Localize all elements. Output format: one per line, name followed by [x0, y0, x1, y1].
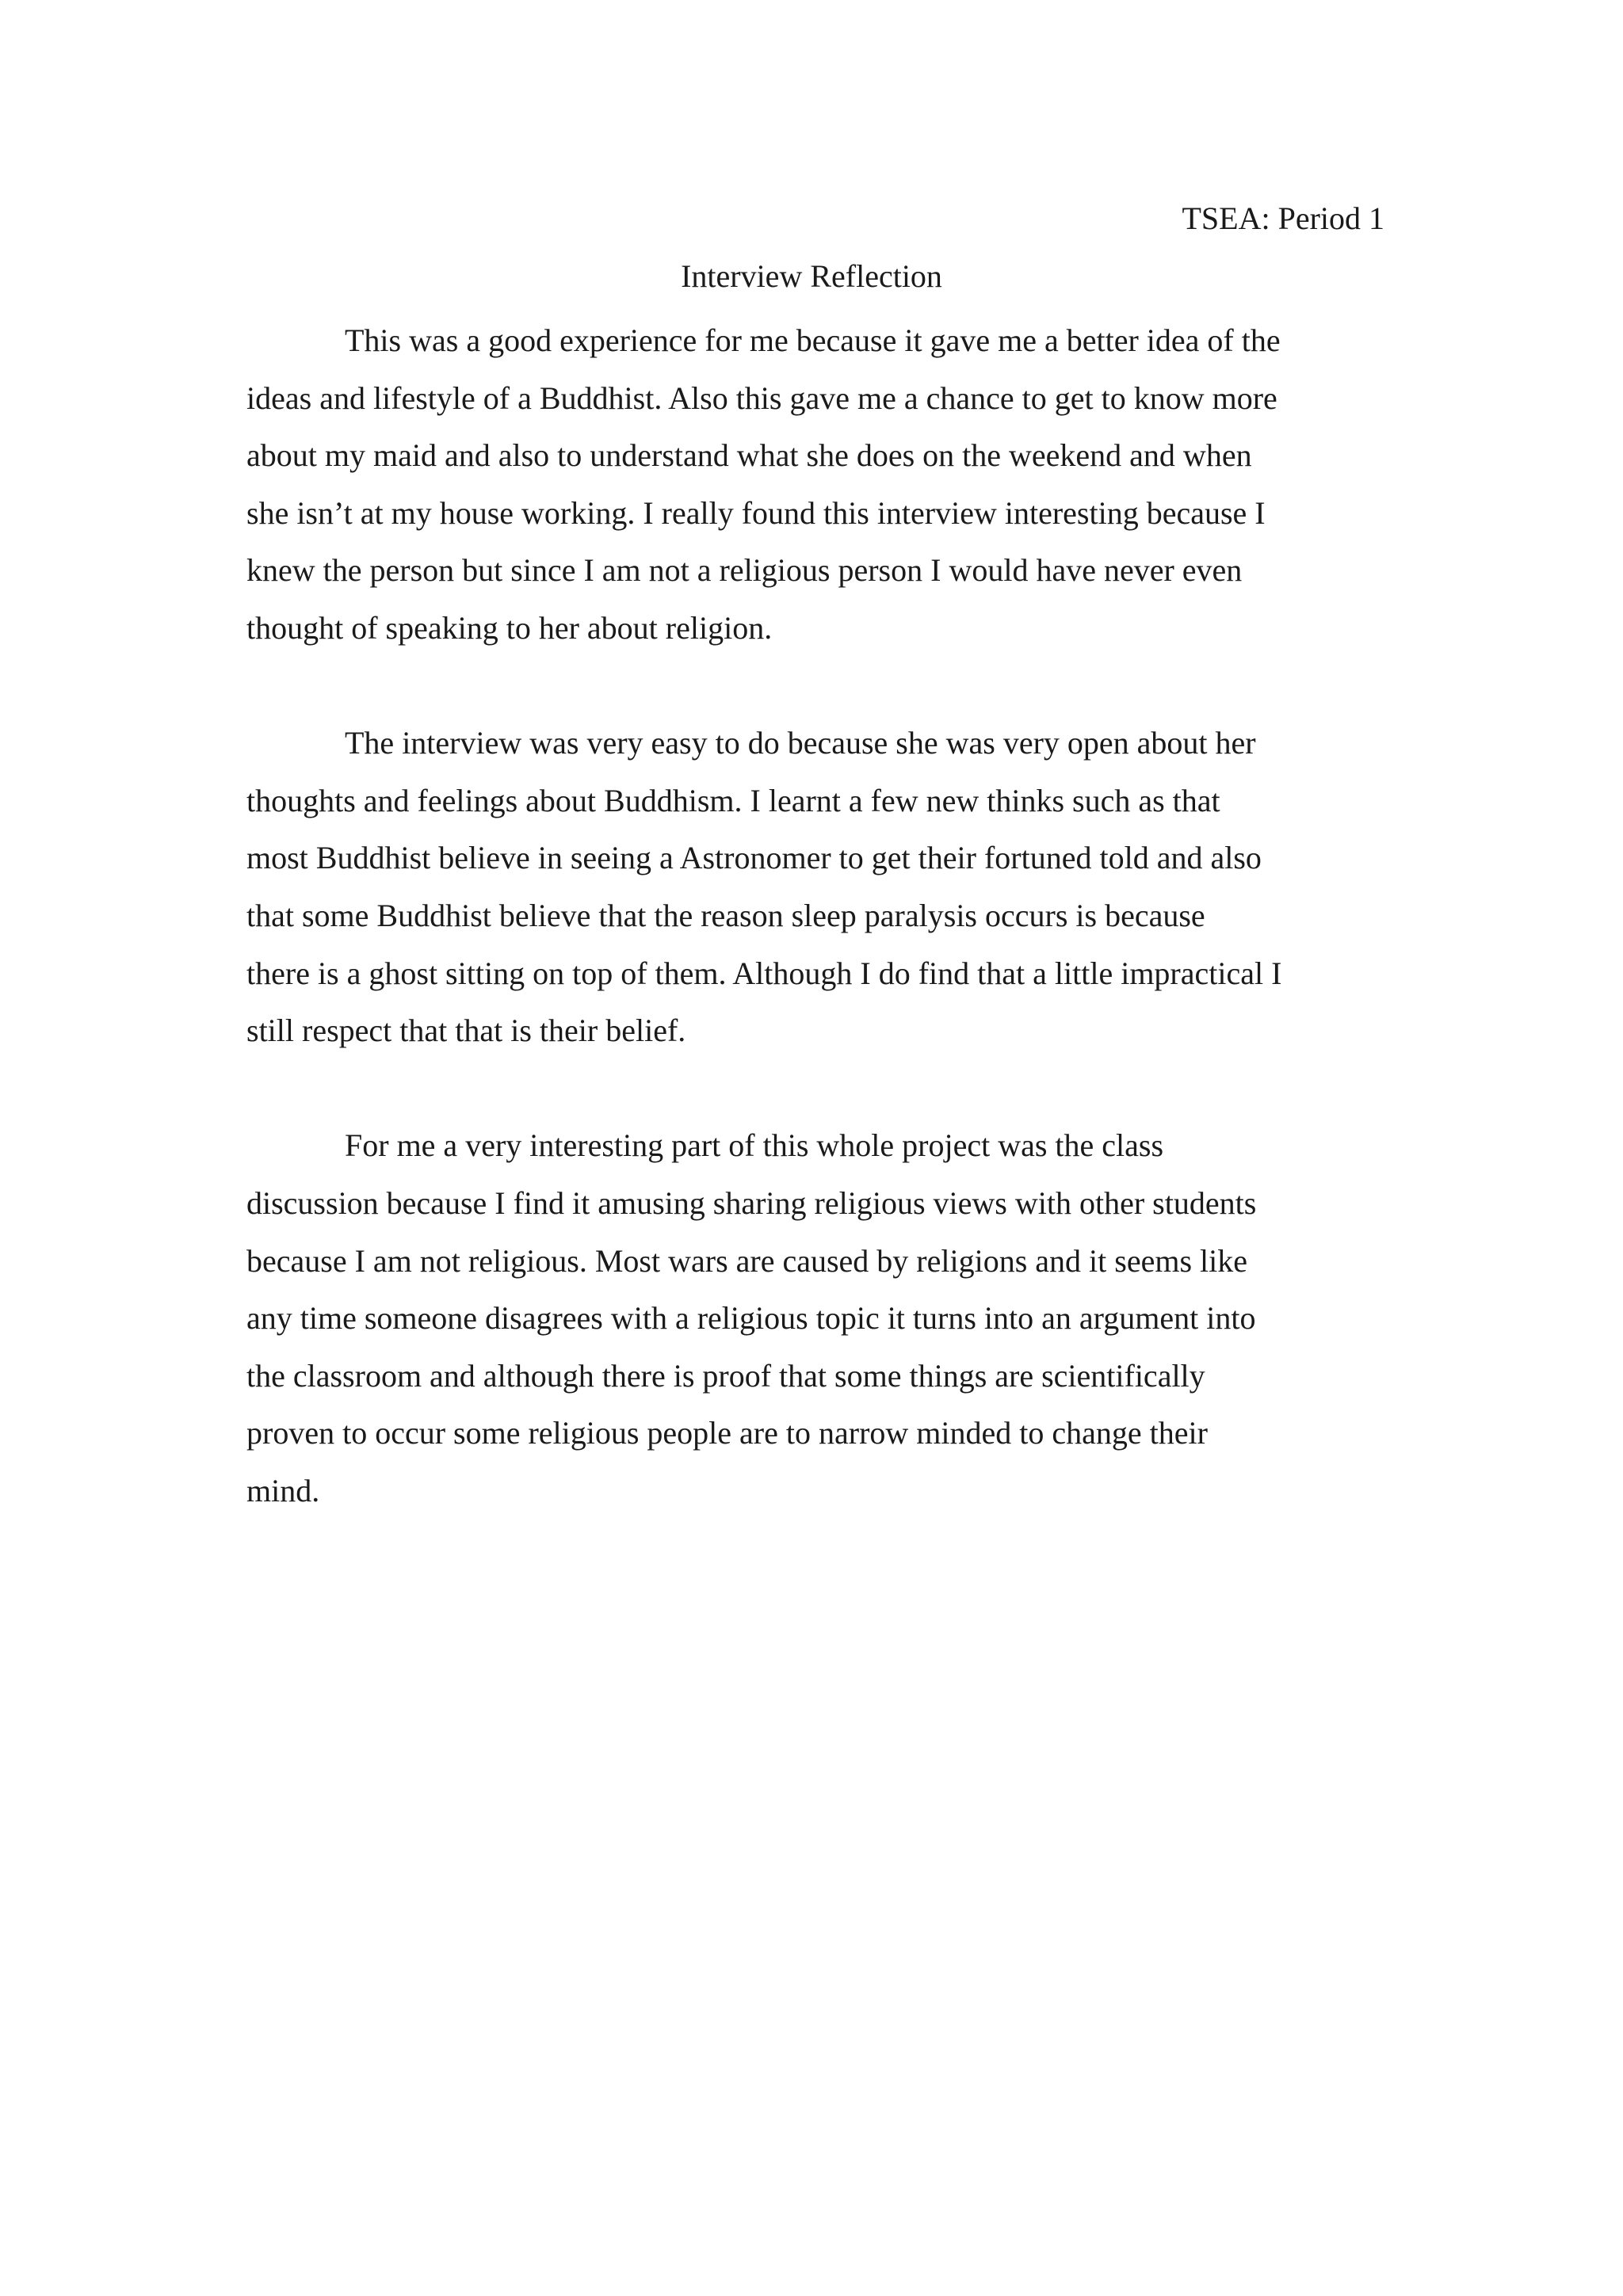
class-period-header: TSEA: Period 1 — [1182, 200, 1384, 236]
paragraph-3-line-6: proven to occur some religious people are to narrow minded to change their — [246, 1415, 1208, 1451]
paragraph-spacer — [246, 1060, 1388, 1118]
paragraph-2-line-1: The interview was very easy to do because she was very open about her — [345, 725, 1256, 761]
paragraph-3-line-1: For me a very interesting part of this whole project was the class — [345, 1127, 1164, 1164]
paragraph-3-line-2: discussion because I find it amusing sharing religious views with other students — [246, 1184, 1257, 1221]
paragraph-3-line-7: mind. — [246, 1472, 320, 1508]
paragraph-3 — [246, 1117, 1388, 1520]
paragraph-2 — [246, 715, 1388, 1060]
paragraph-1-line-6: thought of speaking to her about religion. — [246, 609, 773, 646]
paragraph-3-line-4: any time someone disagrees with a religious topic it turns into an argument into — [246, 1300, 1256, 1337]
document-title: Interview Reflection — [681, 258, 942, 294]
paragraph-1-line-1: This was a good experience for me because it gave me a better idea of the — [345, 322, 1281, 358]
paragraph-spacer — [246, 658, 1388, 715]
paragraph-2-line-4: that some Buddhist believe that the reason sleep paralysis occurs is because — [246, 897, 1205, 933]
paragraph-1-line-4: she isn’t at my house working. I really found this interview interesting because I — [246, 494, 1266, 531]
paragraph-3-line-5: the classroom and although there is proof that some things are scientifically — [246, 1357, 1205, 1394]
paragraph-1-line-2: ideas and lifestyle of a Buddhist. Also this gave me a chance to get to know more — [246, 379, 1277, 416]
paragraph-2-line-6: still respect that that is their belief. — [246, 1013, 686, 1049]
paragraph-3-line-3: because I am not religious. Most wars are caused by religions and it seems like — [246, 1242, 1247, 1279]
document-body — [246, 312, 1388, 1520]
paragraph-1-line-5: knew the person but since I am not a religious person I would have never even — [246, 552, 1243, 589]
paragraph-2-line-5: there is a ghost sitting on top of them. Although I do find that a little impractical I — [246, 955, 1282, 991]
paragraph-1-line-3: about my maid and also to understand what she does on the weekend and when — [246, 437, 1252, 474]
paragraph-1 — [246, 312, 1388, 658]
paragraph-2-line-3: most Buddhist believe in seeing a Astronomer to get their fortuned told and also — [246, 840, 1262, 876]
paragraph-2-line-2: thoughts and feelings about Buddhism. I learnt a few new thinks such as that — [246, 782, 1220, 818]
